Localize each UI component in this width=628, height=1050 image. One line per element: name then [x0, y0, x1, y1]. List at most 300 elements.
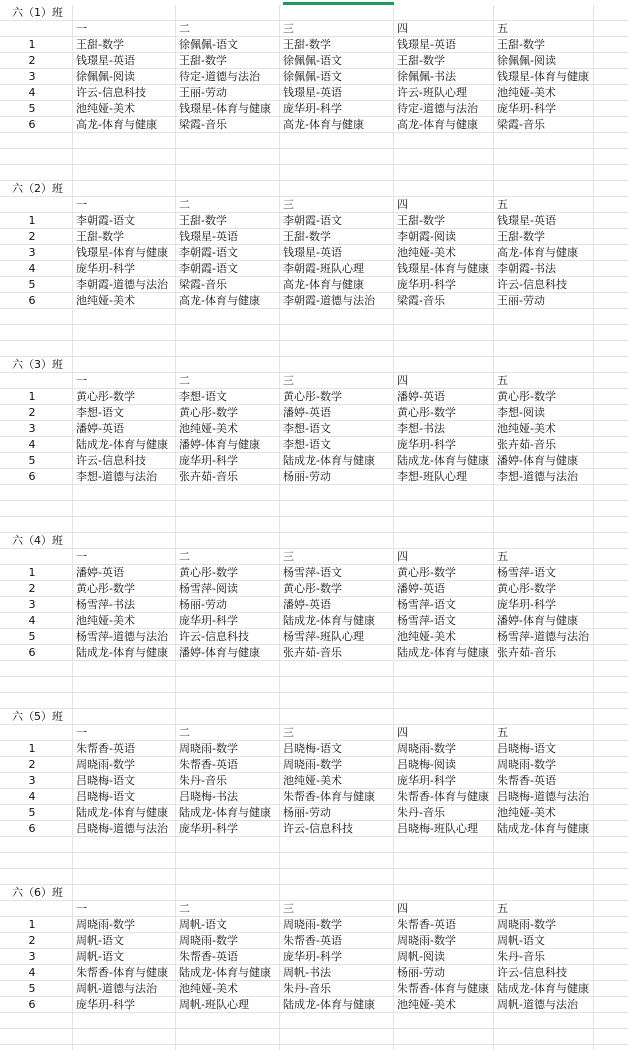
- lesson-cell[interactable]: 杨雪萍-书法: [73, 597, 176, 613]
- class-title[interactable]: 六（4）班: [0, 533, 73, 549]
- grid-cell[interactable]: [594, 949, 628, 965]
- day-header[interactable]: 一: [73, 373, 176, 389]
- grid-cell[interactable]: [280, 5, 394, 21]
- period-number[interactable]: 1: [0, 389, 73, 405]
- day-header[interactable]: 二: [176, 549, 280, 565]
- class-title[interactable]: 六（1）班: [0, 5, 73, 21]
- period-number[interactable]: 1: [0, 565, 73, 581]
- period-number[interactable]: 1: [0, 741, 73, 757]
- grid-cell[interactable]: [0, 677, 73, 693]
- grid-cell[interactable]: [494, 885, 594, 901]
- lesson-cell[interactable]: 李想-语文: [176, 389, 280, 405]
- day-header[interactable]: 三: [280, 901, 394, 917]
- lesson-cell[interactable]: 杨雪萍-语文: [394, 597, 494, 613]
- period-number[interactable]: 2: [0, 405, 73, 421]
- lesson-cell[interactable]: 黄心彤-数学: [494, 581, 594, 597]
- class-title[interactable]: 六（3）班: [0, 357, 73, 373]
- grid-cell[interactable]: [594, 293, 628, 309]
- grid-cell[interactable]: [280, 149, 394, 165]
- grid-cell[interactable]: [594, 565, 628, 581]
- lesson-cell[interactable]: 潘婷-体育与健康: [494, 453, 594, 469]
- lesson-cell[interactable]: 钱璟星-英语: [176, 229, 280, 245]
- grid-cell[interactable]: [280, 853, 394, 869]
- grid-cell[interactable]: [494, 165, 594, 181]
- grid-cell[interactable]: [494, 1029, 594, 1045]
- grid-cell[interactable]: [594, 245, 628, 261]
- day-header[interactable]: 五: [494, 21, 594, 37]
- grid-cell[interactable]: [0, 853, 73, 869]
- grid-cell[interactable]: [394, 869, 494, 885]
- lesson-cell[interactable]: 高龙-体育与健康: [176, 293, 280, 309]
- lesson-cell[interactable]: 杨雪萍-语文: [494, 565, 594, 581]
- lesson-cell[interactable]: 朱帮香-体育与健康: [73, 965, 176, 981]
- lesson-cell[interactable]: 庞华玥-科学: [494, 597, 594, 613]
- lesson-cell[interactable]: 高龙-体育与健康: [394, 117, 494, 133]
- lesson-cell[interactable]: 李想-道德与法治: [73, 469, 176, 485]
- lesson-cell[interactable]: 吕晓梅-语文: [280, 741, 394, 757]
- lesson-cell[interactable]: 黄心彤-数学: [73, 389, 176, 405]
- grid-cell[interactable]: [594, 101, 628, 117]
- grid-cell[interactable]: [594, 661, 628, 677]
- lesson-cell[interactable]: 吕晓梅-班队心理: [394, 821, 494, 837]
- grid-cell[interactable]: [176, 1045, 280, 1050]
- lesson-cell[interactable]: 周帆-语文: [494, 933, 594, 949]
- lesson-cell[interactable]: 陆成龙-体育与健康: [394, 453, 494, 469]
- grid-cell[interactable]: [176, 517, 280, 533]
- lesson-cell[interactable]: 李朝霞-语文: [73, 213, 176, 229]
- lesson-cell[interactable]: 陆成龙-体育与健康: [280, 613, 394, 629]
- lesson-cell[interactable]: 黄心彤-数学: [394, 565, 494, 581]
- grid-cell[interactable]: [594, 21, 628, 37]
- grid-cell[interactable]: [0, 517, 73, 533]
- class-title[interactable]: 六（6）班: [0, 885, 73, 901]
- day-header[interactable]: 五: [494, 901, 594, 917]
- grid-cell[interactable]: [0, 373, 73, 389]
- grid-cell[interactable]: [0, 165, 73, 181]
- lesson-cell[interactable]: 陆成龙-体育与健康: [394, 645, 494, 661]
- lesson-cell[interactable]: 钱璟星-体育与健康: [73, 245, 176, 261]
- lesson-cell[interactable]: 王甜-数学: [394, 213, 494, 229]
- period-number[interactable]: 2: [0, 581, 73, 597]
- lesson-cell[interactable]: 吕晓梅-书法: [176, 789, 280, 805]
- lesson-cell[interactable]: 张卉茹-音乐: [494, 645, 594, 661]
- lesson-cell[interactable]: 李朝霞-班队心理: [280, 261, 394, 277]
- lesson-cell[interactable]: 庞华玥-科学: [73, 261, 176, 277]
- grid-cell[interactable]: [594, 837, 628, 853]
- lesson-cell[interactable]: 钱璟星-英语: [494, 213, 594, 229]
- grid-cell[interactable]: [0, 325, 73, 341]
- period-number[interactable]: 3: [0, 69, 73, 85]
- lesson-cell[interactable]: 周晓雨-数学: [494, 757, 594, 773]
- grid-cell[interactable]: [394, 1045, 494, 1050]
- lesson-cell[interactable]: 李朝霞-语文: [176, 261, 280, 277]
- lesson-cell[interactable]: 黄心彤-数学: [73, 581, 176, 597]
- grid-cell[interactable]: [0, 661, 73, 677]
- lesson-cell[interactable]: 王甜-数学: [176, 213, 280, 229]
- grid-cell[interactable]: [394, 133, 494, 149]
- lesson-cell[interactable]: 杨雪萍-道德与法治: [73, 629, 176, 645]
- lesson-cell[interactable]: 李朝霞-道德与法治: [280, 293, 394, 309]
- grid-cell[interactable]: [73, 533, 176, 549]
- grid-cell[interactable]: [494, 133, 594, 149]
- lesson-cell[interactable]: 周晓雨-数学: [394, 741, 494, 757]
- grid-cell[interactable]: [280, 517, 394, 533]
- lesson-cell[interactable]: 池纯娅-美术: [494, 85, 594, 101]
- grid-cell[interactable]: [280, 677, 394, 693]
- lesson-cell[interactable]: 池纯娅-美术: [176, 421, 280, 437]
- lesson-cell[interactable]: 潘婷-英语: [394, 581, 494, 597]
- grid-cell[interactable]: [594, 757, 628, 773]
- grid-cell[interactable]: [594, 725, 628, 741]
- grid-cell[interactable]: [394, 5, 494, 21]
- lesson-cell[interactable]: 徐佩佩-阅读: [494, 53, 594, 69]
- period-number[interactable]: 4: [0, 613, 73, 629]
- grid-cell[interactable]: [594, 213, 628, 229]
- grid-cell[interactable]: [594, 789, 628, 805]
- lesson-cell[interactable]: 杨雪萍-语文: [280, 565, 394, 581]
- lesson-cell[interactable]: 池纯娅-美术: [394, 629, 494, 645]
- lesson-cell[interactable]: 周晓雨-数学: [280, 757, 394, 773]
- grid-cell[interactable]: [394, 485, 494, 501]
- grid-cell[interactable]: [394, 709, 494, 725]
- lesson-cell[interactable]: 陆成龙-体育与健康: [73, 437, 176, 453]
- lesson-cell[interactable]: 周晓雨-数学: [280, 917, 394, 933]
- day-header[interactable]: 二: [176, 197, 280, 213]
- lesson-cell[interactable]: 朱帮香-英语: [280, 933, 394, 949]
- lesson-cell[interactable]: 杨丽-劳动: [394, 965, 494, 981]
- period-number[interactable]: 3: [0, 245, 73, 261]
- grid-cell[interactable]: [594, 453, 628, 469]
- grid-cell[interactable]: [594, 821, 628, 837]
- grid-cell[interactable]: [0, 133, 73, 149]
- grid-cell[interactable]: [73, 837, 176, 853]
- grid-cell[interactable]: [0, 341, 73, 357]
- grid-cell[interactable]: [594, 421, 628, 437]
- grid-cell[interactable]: [494, 837, 594, 853]
- grid-cell[interactable]: [594, 853, 628, 869]
- lesson-cell[interactable]: 陆成龙-体育与健康: [73, 645, 176, 661]
- lesson-cell[interactable]: 周晓雨-数学: [73, 757, 176, 773]
- lesson-cell[interactable]: 徐佩佩-阅读: [73, 69, 176, 85]
- lesson-cell[interactable]: 张卉茹-音乐: [176, 469, 280, 485]
- period-number[interactable]: 2: [0, 933, 73, 949]
- grid-cell[interactable]: [594, 373, 628, 389]
- lesson-cell[interactable]: 周帆-语文: [73, 949, 176, 965]
- lesson-cell[interactable]: 池纯娅-美术: [494, 421, 594, 437]
- grid-cell[interactable]: [176, 709, 280, 725]
- day-header[interactable]: 二: [176, 901, 280, 917]
- lesson-cell[interactable]: 潘婷-英语: [73, 565, 176, 581]
- period-number[interactable]: 4: [0, 789, 73, 805]
- grid-cell[interactable]: [494, 517, 594, 533]
- grid-cell[interactable]: [594, 917, 628, 933]
- grid-cell[interactable]: [594, 229, 628, 245]
- lesson-cell[interactable]: 许云-信息科技: [494, 965, 594, 981]
- grid-cell[interactable]: [176, 165, 280, 181]
- period-number[interactable]: 6: [0, 821, 73, 837]
- lesson-cell[interactable]: 池纯娅-美术: [394, 245, 494, 261]
- grid-cell[interactable]: [280, 181, 394, 197]
- grid-cell[interactable]: [394, 341, 494, 357]
- lesson-cell[interactable]: 周晓雨-数学: [176, 933, 280, 949]
- grid-cell[interactable]: [0, 1045, 73, 1050]
- lesson-cell[interactable]: 庞华玥-科学: [394, 773, 494, 789]
- grid-cell[interactable]: [176, 485, 280, 501]
- grid-cell[interactable]: [494, 853, 594, 869]
- grid-cell[interactable]: [280, 501, 394, 517]
- grid-cell[interactable]: [594, 597, 628, 613]
- grid-cell[interactable]: [176, 885, 280, 901]
- period-number[interactable]: 5: [0, 629, 73, 645]
- grid-cell[interactable]: [494, 341, 594, 357]
- grid-cell[interactable]: [280, 341, 394, 357]
- grid-cell[interactable]: [394, 501, 494, 517]
- grid-cell[interactable]: [280, 165, 394, 181]
- lesson-cell[interactable]: 张卉茹-音乐: [494, 437, 594, 453]
- period-number[interactable]: 2: [0, 53, 73, 69]
- grid-cell[interactable]: [73, 149, 176, 165]
- grid-cell[interactable]: [394, 325, 494, 341]
- period-number[interactable]: 1: [0, 213, 73, 229]
- grid-cell[interactable]: [0, 1029, 73, 1045]
- grid-cell[interactable]: [494, 709, 594, 725]
- grid-cell[interactable]: [594, 997, 628, 1013]
- lesson-cell[interactable]: 钱璟星-英语: [280, 85, 394, 101]
- lesson-cell[interactable]: 许云-班队心理: [394, 85, 494, 101]
- grid-cell[interactable]: [73, 853, 176, 869]
- grid-cell[interactable]: [594, 677, 628, 693]
- grid-cell[interactable]: [176, 133, 280, 149]
- grid-cell[interactable]: [594, 325, 628, 341]
- lesson-cell[interactable]: 王甜-数学: [176, 53, 280, 69]
- grid-cell[interactable]: [73, 133, 176, 149]
- grid-cell[interactable]: [494, 485, 594, 501]
- grid-cell[interactable]: [594, 53, 628, 69]
- grid-cell[interactable]: [394, 533, 494, 549]
- grid-cell[interactable]: [176, 5, 280, 21]
- lesson-cell[interactable]: 吕晓梅-道德与法治: [73, 821, 176, 837]
- grid-cell[interactable]: [494, 325, 594, 341]
- grid-cell[interactable]: [176, 1029, 280, 1045]
- lesson-cell[interactable]: 王丽-劳动: [494, 293, 594, 309]
- grid-cell[interactable]: [73, 885, 176, 901]
- grid-cell[interactable]: [73, 309, 176, 325]
- lesson-cell[interactable]: 陆成龙-体育与健康: [280, 453, 394, 469]
- lesson-cell[interactable]: 徐佩佩-语文: [176, 37, 280, 53]
- lesson-cell[interactable]: 王甜-数学: [280, 229, 394, 245]
- lesson-cell[interactable]: 朱帮香-体育与健康: [280, 789, 394, 805]
- lesson-cell[interactable]: 王甜-数学: [73, 37, 176, 53]
- lesson-cell[interactable]: 李朝霞-阅读: [394, 229, 494, 245]
- grid-cell[interactable]: [0, 693, 73, 709]
- lesson-cell[interactable]: 潘婷-体育与健康: [176, 645, 280, 661]
- grid-cell[interactable]: [176, 677, 280, 693]
- grid-cell[interactable]: [494, 1045, 594, 1050]
- day-header[interactable]: 一: [73, 549, 176, 565]
- grid-cell[interactable]: [176, 1013, 280, 1029]
- lesson-cell[interactable]: 吕晓梅-阅读: [394, 757, 494, 773]
- lesson-cell[interactable]: 王甜-数学: [73, 229, 176, 245]
- grid-cell[interactable]: [280, 661, 394, 677]
- grid-cell[interactable]: [394, 517, 494, 533]
- lesson-cell[interactable]: 梁霞-音乐: [494, 117, 594, 133]
- period-number[interactable]: 3: [0, 597, 73, 613]
- day-header[interactable]: 四: [394, 373, 494, 389]
- grid-cell[interactable]: [394, 677, 494, 693]
- lesson-cell[interactable]: 高龙-体育与健康: [280, 117, 394, 133]
- period-number[interactable]: 6: [0, 117, 73, 133]
- grid-cell[interactable]: [394, 693, 494, 709]
- lesson-cell[interactable]: 李想-班队心理: [394, 469, 494, 485]
- class-title[interactable]: 六（5）班: [0, 709, 73, 725]
- lesson-cell[interactable]: 周晓雨-数学: [176, 741, 280, 757]
- lesson-cell[interactable]: 庞华玥-科学: [280, 101, 394, 117]
- lesson-cell[interactable]: 钱璟星-体育与健康: [494, 69, 594, 85]
- lesson-cell[interactable]: 池纯娅-美术: [176, 981, 280, 997]
- day-header[interactable]: 三: [280, 725, 394, 741]
- lesson-cell[interactable]: 周晓雨-数学: [394, 933, 494, 949]
- lesson-cell[interactable]: 钱璟星-体育与健康: [394, 261, 494, 277]
- lesson-cell[interactable]: 潘婷-英语: [280, 405, 394, 421]
- period-number[interactable]: 4: [0, 261, 73, 277]
- day-header[interactable]: 四: [394, 725, 494, 741]
- period-number[interactable]: 6: [0, 997, 73, 1013]
- period-number[interactable]: 6: [0, 469, 73, 485]
- grid-cell[interactable]: [594, 517, 628, 533]
- grid-cell[interactable]: [494, 5, 594, 21]
- lesson-cell[interactable]: 李想-语文: [280, 437, 394, 453]
- grid-cell[interactable]: [594, 709, 628, 725]
- grid-cell[interactable]: [176, 357, 280, 373]
- lesson-cell[interactable]: 高龙-体育与健康: [73, 117, 176, 133]
- lesson-cell[interactable]: 许云-信息科技: [280, 821, 394, 837]
- grid-cell[interactable]: [394, 1013, 494, 1029]
- grid-cell[interactable]: [494, 309, 594, 325]
- lesson-cell[interactable]: 潘婷-英语: [394, 389, 494, 405]
- grid-cell[interactable]: [73, 501, 176, 517]
- grid-cell[interactable]: [73, 677, 176, 693]
- grid-cell[interactable]: [176, 341, 280, 357]
- grid-cell[interactable]: [594, 69, 628, 85]
- lesson-cell[interactable]: 李想-道德与法治: [494, 469, 594, 485]
- grid-cell[interactable]: [394, 181, 494, 197]
- lesson-cell[interactable]: 钱璟星-体育与健康: [176, 101, 280, 117]
- grid-cell[interactable]: [594, 197, 628, 213]
- grid-cell[interactable]: [0, 549, 73, 565]
- grid-cell[interactable]: [594, 277, 628, 293]
- grid-cell[interactable]: [594, 805, 628, 821]
- lesson-cell[interactable]: 陆成龙-体育与健康: [176, 965, 280, 981]
- grid-cell[interactable]: [594, 389, 628, 405]
- grid-cell[interactable]: [594, 437, 628, 453]
- lesson-cell[interactable]: 周帆-语文: [176, 917, 280, 933]
- lesson-cell[interactable]: 高龙-体育与健康: [494, 245, 594, 261]
- grid-cell[interactable]: [594, 645, 628, 661]
- period-number[interactable]: 2: [0, 229, 73, 245]
- class-title[interactable]: 六（2）班: [0, 181, 73, 197]
- lesson-cell[interactable]: 池纯娅-美术: [394, 997, 494, 1013]
- period-number[interactable]: 5: [0, 981, 73, 997]
- lesson-cell[interactable]: 徐佩佩-书法: [394, 69, 494, 85]
- grid-cell[interactable]: [594, 181, 628, 197]
- grid-cell[interactable]: [594, 1013, 628, 1029]
- grid-cell[interactable]: [73, 165, 176, 181]
- lesson-cell[interactable]: 池纯娅-美术: [73, 293, 176, 309]
- grid-cell[interactable]: [594, 261, 628, 277]
- lesson-cell[interactable]: 杨雪萍-班队心理: [280, 629, 394, 645]
- grid-cell[interactable]: [176, 837, 280, 853]
- grid-cell[interactable]: [594, 693, 628, 709]
- period-number[interactable]: 3: [0, 773, 73, 789]
- lesson-cell[interactable]: 张卉茹-音乐: [280, 645, 394, 661]
- lesson-cell[interactable]: 徐佩佩-语文: [280, 69, 394, 85]
- lesson-cell[interactable]: 钱璟星-英语: [394, 37, 494, 53]
- grid-cell[interactable]: [494, 1013, 594, 1029]
- lesson-cell[interactable]: 朱丹-音乐: [494, 949, 594, 965]
- grid-cell[interactable]: [594, 901, 628, 917]
- lesson-cell[interactable]: 李想-阅读: [494, 405, 594, 421]
- grid-cell[interactable]: [176, 501, 280, 517]
- grid-cell[interactable]: [0, 869, 73, 885]
- grid-cell[interactable]: [73, 181, 176, 197]
- grid-cell[interactable]: [73, 1013, 176, 1029]
- lesson-cell[interactable]: 潘婷-英语: [280, 597, 394, 613]
- grid-cell[interactable]: [176, 869, 280, 885]
- lesson-cell[interactable]: 李朝霞-语文: [280, 213, 394, 229]
- grid-cell[interactable]: [494, 693, 594, 709]
- grid-cell[interactable]: [594, 485, 628, 501]
- lesson-cell[interactable]: 李朝霞-语文: [176, 245, 280, 261]
- grid-cell[interactable]: [280, 837, 394, 853]
- grid-cell[interactable]: [73, 709, 176, 725]
- lesson-cell[interactable]: 钱璟星-英语: [280, 245, 394, 261]
- lesson-cell[interactable]: 王甜-数学: [494, 37, 594, 53]
- lesson-cell[interactable]: 徐佩佩-语文: [280, 53, 394, 69]
- grid-cell[interactable]: [594, 1045, 628, 1050]
- lesson-cell[interactable]: 朱帮香-英语: [73, 741, 176, 757]
- grid-cell[interactable]: [73, 5, 176, 21]
- grid-cell[interactable]: [176, 661, 280, 677]
- day-header[interactable]: 二: [176, 373, 280, 389]
- day-header[interactable]: 五: [494, 725, 594, 741]
- lesson-cell[interactable]: 李想-语文: [73, 405, 176, 421]
- grid-cell[interactable]: [280, 869, 394, 885]
- lesson-cell[interactable]: 庞华玥-科学: [394, 437, 494, 453]
- lesson-cell[interactable]: 杨丽-劳动: [280, 469, 394, 485]
- lesson-cell[interactable]: 周晓雨-数学: [73, 917, 176, 933]
- grid-cell[interactable]: [0, 725, 73, 741]
- period-number[interactable]: 5: [0, 101, 73, 117]
- lesson-cell[interactable]: 黄心彤-数学: [176, 565, 280, 581]
- grid-cell[interactable]: [176, 181, 280, 197]
- grid-cell[interactable]: [394, 885, 494, 901]
- day-header[interactable]: 三: [280, 549, 394, 565]
- lesson-cell[interactable]: 李想-书法: [394, 421, 494, 437]
- grid-cell[interactable]: [73, 1045, 176, 1050]
- lesson-cell[interactable]: 周帆-阅读: [394, 949, 494, 965]
- grid-cell[interactable]: [594, 117, 628, 133]
- lesson-cell[interactable]: 庞华玥-科学: [280, 949, 394, 965]
- period-number[interactable]: 5: [0, 453, 73, 469]
- lesson-cell[interactable]: 周帆-道德与法治: [73, 981, 176, 997]
- grid-cell[interactable]: [0, 149, 73, 165]
- grid-cell[interactable]: [494, 661, 594, 677]
- grid-cell[interactable]: [594, 1029, 628, 1045]
- lesson-cell[interactable]: 黄心彤-数学: [280, 389, 394, 405]
- lesson-cell[interactable]: 许云-信息科技: [494, 277, 594, 293]
- grid-cell[interactable]: [394, 853, 494, 869]
- lesson-cell[interactable]: 吕晓梅-语文: [73, 789, 176, 805]
